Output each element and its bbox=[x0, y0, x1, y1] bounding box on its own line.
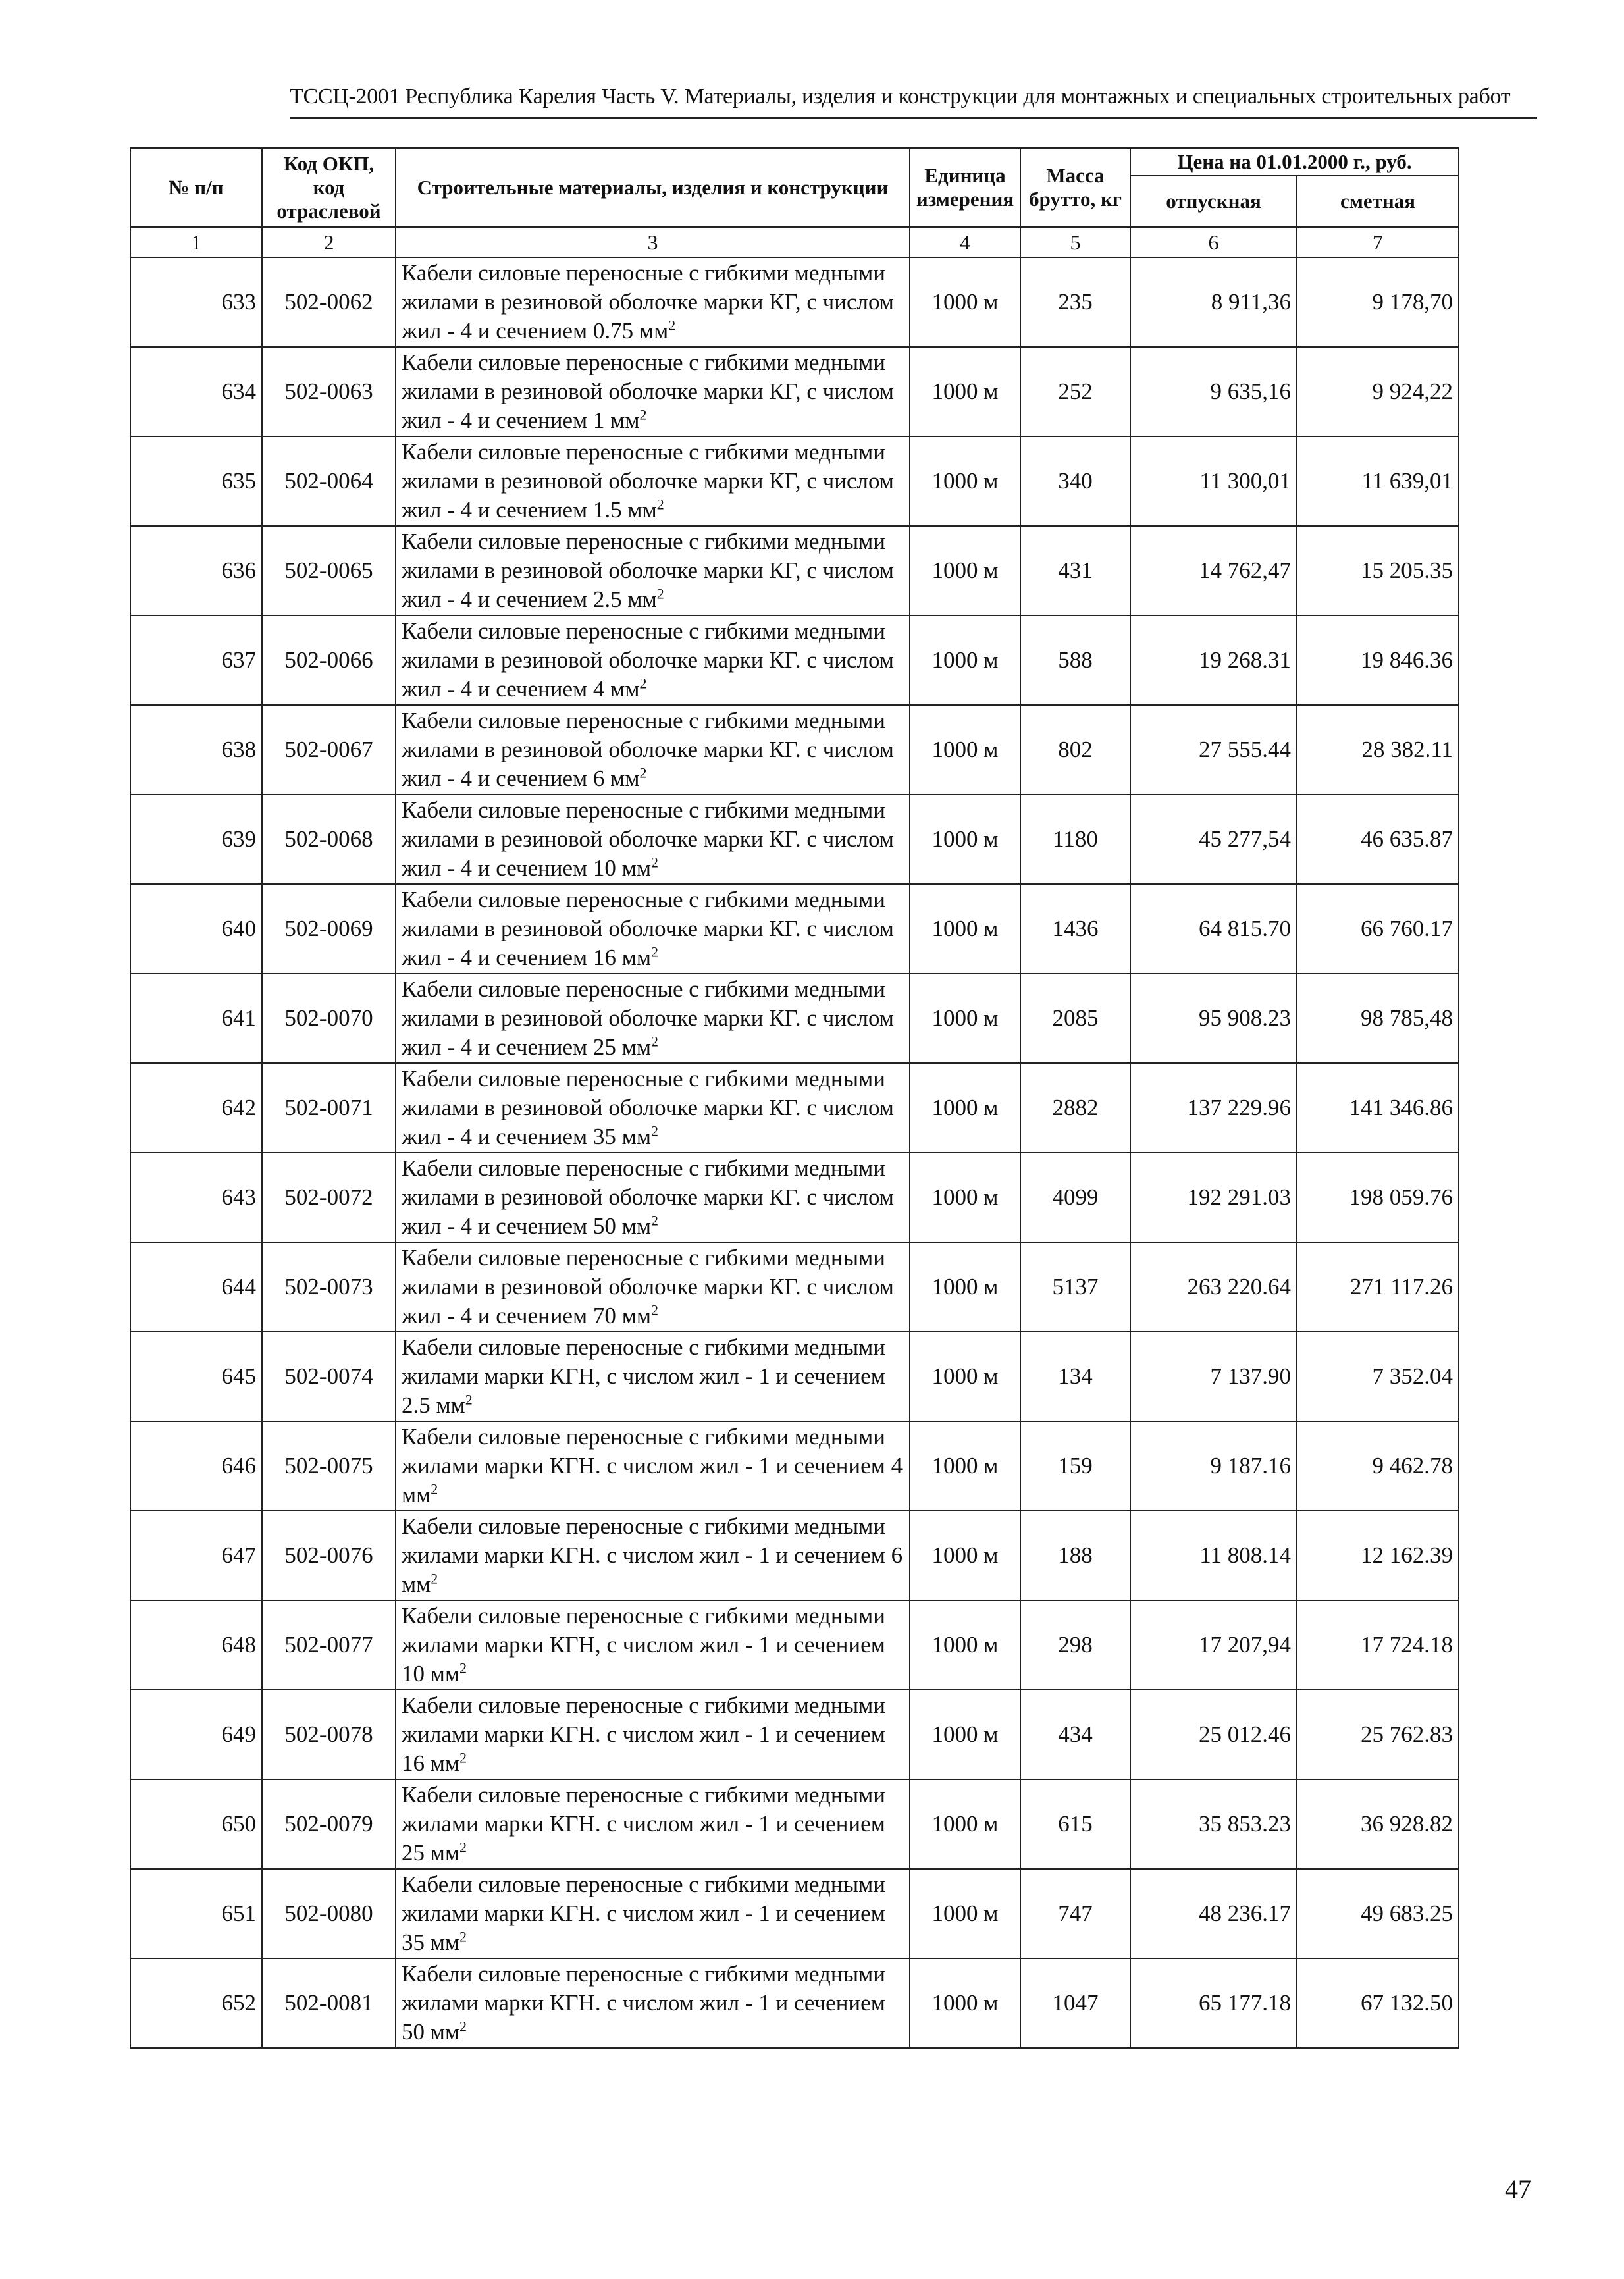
column-header-num: № п/п bbox=[130, 148, 262, 227]
okp-code: 502-0072 bbox=[262, 1153, 396, 1242]
column-header-name: Строительные материалы, изделия и конструкции bbox=[396, 148, 910, 227]
material-name: Кабели силовые переносные с гибкими медными жилами марки КГН. с числом жил - 1 и сечением 35 $мм^2$ bbox=[396, 1869, 910, 1958]
column-number: 2 bbox=[262, 227, 396, 257]
table-row bbox=[130, 884, 1459, 974]
gross-mass: 134 bbox=[1020, 1332, 1130, 1421]
superscript-squared: 2 bbox=[668, 317, 676, 334]
row-number: 650 bbox=[130, 1779, 262, 1869]
superscript-squared: 2 bbox=[656, 496, 664, 513]
row-number: 641 bbox=[130, 974, 262, 1063]
material-name: Кабели силовые переносные с гибкими медными жилами в резиновой оболочке марки КГ. с числом жил - 4 и сечением 6 $мм^2$ bbox=[396, 705, 910, 795]
table-row bbox=[130, 974, 1459, 1063]
gross-mass: 188 bbox=[1020, 1511, 1130, 1600]
unit-of-measure: 1000 м bbox=[910, 705, 1020, 795]
gross-mass: 434 bbox=[1020, 1690, 1130, 1779]
estimate-price: 271 117.26 bbox=[1297, 1242, 1459, 1332]
okp-code: 502-0062 bbox=[262, 257, 396, 347]
superscript-squared: 2 bbox=[650, 943, 658, 960]
material-name: Кабели силовые переносные с гибкими медными жилами в резиновой оболочке марки КГ, с числом жил - 4 и сечением 2.5 $мм^2$ bbox=[396, 526, 910, 616]
estimate-price: 141 346.86 bbox=[1297, 1063, 1459, 1153]
okp-code: 502-0064 bbox=[262, 436, 396, 526]
material-name: Кабели силовые переносные с гибкими медными жилами марки КГН. с числом жил - 1 и сечением 50 $мм^2$ bbox=[396, 1958, 910, 2048]
estimate-price: 66 760.17 bbox=[1297, 884, 1459, 974]
row-number: 633 bbox=[130, 257, 262, 347]
estimate-price: 28 382.11 bbox=[1297, 705, 1459, 795]
release-price: 35 853.23 bbox=[1130, 1779, 1297, 1869]
okp-code: 502-0068 bbox=[262, 795, 396, 884]
release-price: 8 911,36 bbox=[1130, 257, 1297, 347]
row-number: 646 bbox=[130, 1421, 262, 1511]
okp-code: 502-0081 bbox=[262, 1958, 396, 2048]
estimate-price: 67 132.50 bbox=[1297, 1958, 1459, 2048]
superscript-squared: 2 bbox=[459, 1839, 467, 1856]
okp-code: 502-0076 bbox=[262, 1511, 396, 1600]
column-header-mass: Масса брутто, кг bbox=[1020, 148, 1130, 227]
row-number: 640 bbox=[130, 884, 262, 974]
table-row bbox=[130, 526, 1459, 616]
gross-mass: 1180 bbox=[1020, 795, 1130, 884]
table-row bbox=[130, 1242, 1459, 1332]
column-number: 7 bbox=[1297, 227, 1459, 257]
table-row bbox=[130, 1421, 1459, 1511]
release-price: 64 815.70 bbox=[1130, 884, 1297, 974]
material-name: Кабели силовые переносные с гибкими медными жилами в резиновой оболочке марки КГ, с числом жил - 4 и сечением 1 $мм^2$ bbox=[396, 347, 910, 436]
row-number: 634 bbox=[130, 347, 262, 436]
unit-of-measure: 1000 м bbox=[910, 1511, 1020, 1600]
estimate-price: 98 785,48 bbox=[1297, 974, 1459, 1063]
material-name: Кабели силовые переносные с гибкими медными жилами в резиновой оболочке марки КГ. с числом жил - 4 и сечением 4 $мм^2$ bbox=[396, 616, 910, 705]
superscript-squared: 2 bbox=[431, 1480, 438, 1498]
row-number: 635 bbox=[130, 436, 262, 526]
gross-mass: 588 bbox=[1020, 616, 1130, 705]
estimate-price: 9 462.78 bbox=[1297, 1421, 1459, 1511]
gross-mass: 2882 bbox=[1020, 1063, 1130, 1153]
superscript-squared: 2 bbox=[650, 1033, 658, 1050]
unit-of-measure: 1000 м bbox=[910, 884, 1020, 974]
unit-of-measure: 1000 м bbox=[910, 347, 1020, 436]
material-name: Кабели силовые переносные с гибкими медными жилами марки КГН, с числом жил - 1 и сечением 2.5 $мм^2$ bbox=[396, 1332, 910, 1421]
row-number: 643 bbox=[130, 1153, 262, 1242]
unit-of-measure: 1000 м bbox=[910, 1690, 1020, 1779]
estimate-price: 9 178,70 bbox=[1297, 257, 1459, 347]
unit-of-measure: 1000 м bbox=[910, 1958, 1020, 2048]
release-price: 263 220.64 bbox=[1130, 1242, 1297, 1332]
release-price: 45 277,54 bbox=[1130, 795, 1297, 884]
table-header-row bbox=[130, 148, 1459, 176]
table-row bbox=[130, 1958, 1459, 2048]
estimate-price: 19 846.36 bbox=[1297, 616, 1459, 705]
unit-of-measure: 1000 м bbox=[910, 616, 1020, 705]
row-number: 645 bbox=[130, 1332, 262, 1421]
material-name: Кабели силовые переносные с гибкими медными жилами в резиновой оболочке марки КГ. с числом жил - 4 и сечением 25 $мм^2$ bbox=[396, 974, 910, 1063]
estimate-price: 198 059.76 bbox=[1297, 1153, 1459, 1242]
gross-mass: 1436 bbox=[1020, 884, 1130, 974]
table-row bbox=[130, 1153, 1459, 1242]
row-number: 636 bbox=[130, 526, 262, 616]
okp-code: 502-0065 bbox=[262, 526, 396, 616]
estimate-price: 49 683.25 bbox=[1297, 1869, 1459, 1958]
okp-code: 502-0077 bbox=[262, 1600, 396, 1690]
superscript-squared: 2 bbox=[639, 675, 647, 692]
table-row bbox=[130, 1690, 1459, 1779]
unit-of-measure: 1000 м bbox=[910, 1869, 1020, 1958]
unit-of-measure: 1000 м bbox=[910, 1421, 1020, 1511]
column-number: 4 bbox=[910, 227, 1020, 257]
okp-code: 502-0073 bbox=[262, 1242, 396, 1332]
material-name: Кабели силовые переносные с гибкими медными жилами в резиновой оболочке марки КГ. с числом жил - 4 и сечением 10 $мм^2$ bbox=[396, 795, 910, 884]
row-number: 649 bbox=[130, 1690, 262, 1779]
column-numbers-row bbox=[130, 227, 1459, 257]
page-number: 47 bbox=[1505, 2174, 1531, 2204]
okp-code: 502-0069 bbox=[262, 884, 396, 974]
table-row bbox=[130, 795, 1459, 884]
row-number: 638 bbox=[130, 705, 262, 795]
estimate-price: 15 205.35 bbox=[1297, 526, 1459, 616]
table-row bbox=[130, 347, 1459, 436]
superscript-squared: 2 bbox=[465, 1391, 473, 1408]
material-name: Кабели силовые переносные с гибкими медными жилами марки КГН. с числом жил - 1 и сечением 6 $мм^2$ bbox=[396, 1511, 910, 1600]
superscript-squared: 2 bbox=[639, 406, 647, 423]
table-row bbox=[130, 436, 1459, 526]
material-name: Кабели силовые переносные с гибкими медными жилами в резиновой оболочке марки КГ. с числом жил - 4 и сечением 16 $мм^2$ bbox=[396, 884, 910, 974]
superscript-squared: 2 bbox=[639, 764, 647, 781]
release-price: 9 635,16 bbox=[1130, 347, 1297, 436]
superscript-squared: 2 bbox=[650, 1122, 658, 1140]
column-header-estimate-price: сметная bbox=[1297, 176, 1459, 227]
unit-of-measure: 1000 м bbox=[910, 526, 1020, 616]
superscript-squared: 2 bbox=[656, 585, 664, 602]
release-price: 65 177.18 bbox=[1130, 1958, 1297, 2048]
price-table bbox=[130, 147, 1459, 2049]
estimate-price: 11 639,01 bbox=[1297, 436, 1459, 526]
row-number: 642 bbox=[130, 1063, 262, 1153]
material-name: Кабели силовые переносные с гибкими медными жилами в резиновой оболочке марки КГ, с числом жил - 4 и сечением 1.5 $мм^2$ bbox=[396, 436, 910, 526]
column-number: 5 bbox=[1020, 227, 1130, 257]
superscript-squared: 2 bbox=[459, 2018, 467, 2035]
row-number: 639 bbox=[130, 795, 262, 884]
okp-code: 502-0067 bbox=[262, 705, 396, 795]
header-divider bbox=[290, 117, 1537, 119]
estimate-price: 46 635.87 bbox=[1297, 795, 1459, 884]
table-row bbox=[130, 1332, 1459, 1421]
row-number: 637 bbox=[130, 616, 262, 705]
gross-mass: 2085 bbox=[1020, 974, 1130, 1063]
row-number: 651 bbox=[130, 1869, 262, 1958]
gross-mass: 5137 bbox=[1020, 1242, 1130, 1332]
superscript-squared: 2 bbox=[459, 1749, 467, 1766]
release-price: 48 236.17 bbox=[1130, 1869, 1297, 1958]
okp-code: 502-0075 bbox=[262, 1421, 396, 1511]
unit-of-measure: 1000 м bbox=[910, 436, 1020, 526]
release-price: 7 137.90 bbox=[1130, 1332, 1297, 1421]
superscript-squared: 2 bbox=[650, 1212, 658, 1229]
unit-of-measure: 1000 м bbox=[910, 795, 1020, 884]
material-name: Кабели силовые переносные с гибкими медными жилами марки КГН. с числом жил - 1 и сечением 4 $мм^2$ bbox=[396, 1421, 910, 1511]
row-number: 644 bbox=[130, 1242, 262, 1332]
row-number: 648 bbox=[130, 1600, 262, 1690]
gross-mass: 802 bbox=[1020, 705, 1130, 795]
gross-mass: 431 bbox=[1020, 526, 1130, 616]
unit-of-measure: 1000 м bbox=[910, 257, 1020, 347]
superscript-squared: 2 bbox=[459, 1928, 467, 1945]
unit-of-measure: 1000 м bbox=[910, 1063, 1020, 1153]
table-row bbox=[130, 705, 1459, 795]
release-price: 11 808.14 bbox=[1130, 1511, 1297, 1600]
release-price: 25 012.46 bbox=[1130, 1690, 1297, 1779]
estimate-price: 12 162.39 bbox=[1297, 1511, 1459, 1600]
okp-code: 502-0066 bbox=[262, 616, 396, 705]
superscript-squared: 2 bbox=[650, 1301, 658, 1319]
gross-mass: 1047 bbox=[1020, 1958, 1130, 2048]
row-number: 652 bbox=[130, 1958, 262, 2048]
estimate-price: 7 352.04 bbox=[1297, 1332, 1459, 1421]
release-price: 11 300,01 bbox=[1130, 436, 1297, 526]
release-price: 137 229.96 bbox=[1130, 1063, 1297, 1153]
column-header-code: Код ОКП, код отраслевой bbox=[262, 148, 396, 227]
release-price: 19 268.31 bbox=[1130, 616, 1297, 705]
estimate-price: 25 762.83 bbox=[1297, 1690, 1459, 1779]
material-name: Кабели силовые переносные с гибкими медными жилами в резиновой оболочке марки КГ. с числом жил - 4 и сечением 70 $мм^2$ bbox=[396, 1242, 910, 1332]
release-price: 9 187.16 bbox=[1130, 1421, 1297, 1511]
column-header-release-price: отпускная bbox=[1130, 176, 1297, 227]
superscript-squared: 2 bbox=[459, 1660, 467, 1677]
unit-of-measure: 1000 м bbox=[910, 1332, 1020, 1421]
okp-code: 502-0078 bbox=[262, 1690, 396, 1779]
table-row bbox=[130, 1511, 1459, 1600]
material-name: Кабели силовые переносные с гибкими медными жилами марки КГН, с числом жил - 1 и сечением 10 $мм^2$ bbox=[396, 1600, 910, 1690]
column-number: 6 bbox=[1130, 227, 1297, 257]
gross-mass: 615 bbox=[1020, 1779, 1130, 1869]
unit-of-measure: 1000 м bbox=[910, 1153, 1020, 1242]
page-header-title: ТССЦ-2001 Республика Карелия Часть V. Материалы, изделия и конструкции для монтажных и специальных строительных работ bbox=[290, 84, 1511, 109]
release-price: 95 908.23 bbox=[1130, 974, 1297, 1063]
gross-mass: 159 bbox=[1020, 1421, 1130, 1511]
table-body bbox=[130, 257, 1459, 2048]
gross-mass: 340 bbox=[1020, 436, 1130, 526]
table-row bbox=[130, 257, 1459, 347]
unit-of-measure: 1000 м bbox=[910, 974, 1020, 1063]
gross-mass: 298 bbox=[1020, 1600, 1130, 1690]
material-name: Кабели силовые переносные с гибкими медными жилами в резиновой оболочке марки КГ. с числом жил - 4 и сечением 50 $мм^2$ bbox=[396, 1153, 910, 1242]
gross-mass: 252 bbox=[1020, 347, 1130, 436]
release-price: 14 762,47 bbox=[1130, 526, 1297, 616]
material-name: Кабели силовые переносные с гибкими медными жилами в резиновой оболочке марки КГ. с числом жил - 4 и сечением 35 $мм^2$ bbox=[396, 1063, 910, 1153]
table-row bbox=[130, 1600, 1459, 1690]
superscript-squared: 2 bbox=[431, 1570, 438, 1587]
okp-code: 502-0074 bbox=[262, 1332, 396, 1421]
release-price: 17 207,94 bbox=[1130, 1600, 1297, 1690]
unit-of-measure: 1000 м bbox=[910, 1779, 1020, 1869]
material-name: Кабели силовые переносные с гибкими медными жилами марки КГН. с числом жил - 1 и сечением 25 $мм^2$ bbox=[396, 1779, 910, 1869]
table-row bbox=[130, 616, 1459, 705]
okp-code: 502-0070 bbox=[262, 974, 396, 1063]
column-number: 1 bbox=[130, 227, 262, 257]
okp-code: 502-0071 bbox=[262, 1063, 396, 1153]
unit-of-measure: 1000 м bbox=[910, 1600, 1020, 1690]
table-row bbox=[130, 1779, 1459, 1869]
gross-mass: 4099 bbox=[1020, 1153, 1130, 1242]
okp-code: 502-0080 bbox=[262, 1869, 396, 1958]
release-price: 27 555.44 bbox=[1130, 705, 1297, 795]
okp-code: 502-0063 bbox=[262, 347, 396, 436]
okp-code: 502-0079 bbox=[262, 1779, 396, 1869]
estimate-price: 17 724.18 bbox=[1297, 1600, 1459, 1690]
table-row bbox=[130, 1869, 1459, 1958]
superscript-squared: 2 bbox=[650, 854, 658, 871]
gross-mass: 235 bbox=[1020, 257, 1130, 347]
column-header-price-group: Цена на 01.01.2000 г., руб. bbox=[1130, 148, 1459, 176]
column-header-unit: Единица измерения bbox=[910, 148, 1020, 227]
column-number: 3 bbox=[396, 227, 910, 257]
material-name: Кабели силовые переносные с гибкими медными жилами марки КГН. с числом жил - 1 и сечением 16 $мм^2$ bbox=[396, 1690, 910, 1779]
estimate-price: 36 928.82 bbox=[1297, 1779, 1459, 1869]
table-row bbox=[130, 1063, 1459, 1153]
release-price: 192 291.03 bbox=[1130, 1153, 1297, 1242]
gross-mass: 747 bbox=[1020, 1869, 1130, 1958]
estimate-price: 9 924,22 bbox=[1297, 347, 1459, 436]
unit-of-measure: 1000 м bbox=[910, 1242, 1020, 1332]
row-number: 647 bbox=[130, 1511, 262, 1600]
material-name: Кабели силовые переносные с гибкими медными жилами в резиновой оболочке марки КГ, с числом жил - 4 и сечением 0.75 $мм^2$ bbox=[396, 257, 910, 347]
